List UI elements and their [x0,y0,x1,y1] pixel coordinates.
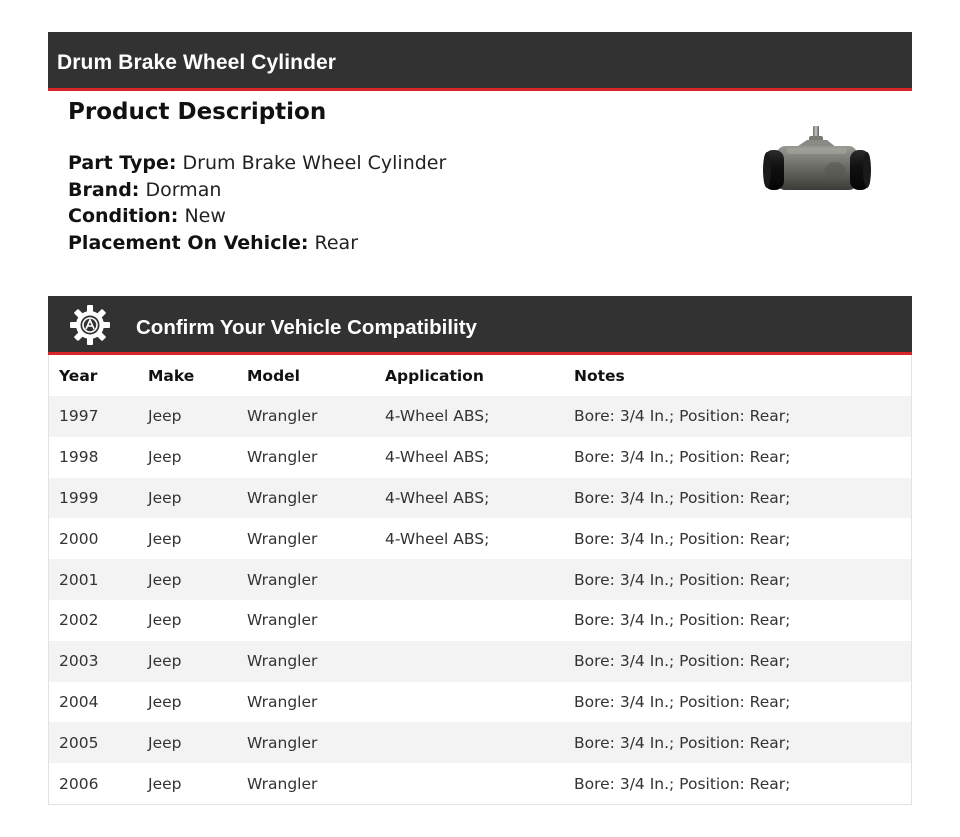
cell-notes: Bore: 3/4 In.; Position: Rear; [574,774,791,793]
table-row [49,478,911,519]
spec-value: New [184,205,226,227]
cell-application: 4-Wheel ABS; [385,529,490,548]
cell-model: Wrangler [247,529,318,548]
cell-make: Jeep [148,774,182,793]
cell-make: Jeep [148,692,182,711]
cell-model: Wrangler [247,448,318,467]
product-title-bar [48,32,912,91]
cell-year: 2004 [59,692,99,711]
column-header-make: Make [148,366,195,385]
table-row [49,518,911,559]
column-header-model: Model [247,366,300,385]
cell-year: 2003 [59,652,99,671]
cell-model: Wrangler [247,774,318,793]
cell-year: 2000 [59,529,99,548]
spec-value: Rear [314,231,359,254]
spec-placement [68,230,708,257]
cell-notes: Bore: 3/4 In.; Position: Rear; [574,692,791,711]
cell-notes: Bore: 3/4 In.; Position: Rear; [574,488,791,507]
cell-application: 4-Wheel ABS; [385,488,490,507]
cell-notes: Bore: 3/4 In.; Position: Rear; [574,611,791,630]
cell-make: Jeep [148,407,182,426]
spec-part-type [68,150,708,177]
cell-notes: Bore: 3/4 In.; Position: Rear; [574,652,791,671]
table-row [49,396,911,437]
product-description [68,96,708,256]
cell-make: Jeep [148,488,182,507]
cell-make: Jeep [148,448,182,467]
cell-year: 2002 [59,611,99,630]
cell-notes: Bore: 3/4 In.; Position: Rear; [574,570,791,589]
spec-brand [68,177,708,204]
table-header-row [49,355,911,396]
cell-year: 1999 [59,488,99,507]
table-row [49,682,911,723]
description-heading: Product Description [68,99,327,125]
cell-model: Wrangler [247,488,318,507]
gear-icon [68,303,112,347]
cell-application: 4-Wheel ABS; [385,407,490,426]
cell-notes: Bore: 3/4 In.; Position: Rear; [574,448,791,467]
column-header-application: Application [385,366,484,385]
cell-model: Wrangler [247,733,318,752]
spec-value: Drum Brake Wheel Cylinder [182,152,447,174]
cell-application: 4-Wheel ABS; [385,448,490,467]
spec-key: Part Type: [68,152,177,174]
column-header-notes: Notes [574,366,625,385]
compatibility-bar [48,296,912,355]
cell-make: Jeep [148,652,182,671]
cell-notes: Bore: 3/4 In.; Position: Rear; [574,407,791,426]
cell-year: 2006 [59,774,99,793]
spec-key: Placement On Vehicle: [68,231,309,254]
cell-model: Wrangler [247,692,318,711]
cell-year: 1998 [59,448,99,467]
spec-key: Brand: [68,178,140,201]
table-row [49,437,911,478]
cell-year: 2005 [59,733,99,752]
table-row [49,722,911,763]
cell-notes: Bore: 3/4 In.; Position: Rear; [574,529,791,548]
spec-condition [68,203,708,230]
column-header-year: Year [59,366,98,385]
spec-list [68,150,708,256]
product-title: Drum Brake Wheel Cylinder [57,51,337,74]
cell-year: 1997 [59,407,99,426]
cell-model: Wrangler [247,652,318,671]
cell-make: Jeep [148,529,182,548]
spec-value: Dorman [145,178,222,201]
table-row [49,559,911,600]
table-row [49,763,911,804]
cell-make: Jeep [148,733,182,752]
cell-notes: Bore: 3/4 In.; Position: Rear; [574,733,791,752]
cell-model: Wrangler [247,611,318,630]
spec-key: Condition: [68,205,179,227]
cell-make: Jeep [148,570,182,589]
wheel-cylinder-product-image [757,124,877,204]
compatibility-title: Confirm Your Vehicle Compatibility [136,316,477,339]
cell-model: Wrangler [247,407,318,426]
cell-make: Jeep [148,611,182,630]
cell-model: Wrangler [247,570,318,589]
cell-year: 2001 [59,570,99,589]
compatibility-table [48,355,912,805]
table-row [49,600,911,641]
table-row [49,641,911,682]
